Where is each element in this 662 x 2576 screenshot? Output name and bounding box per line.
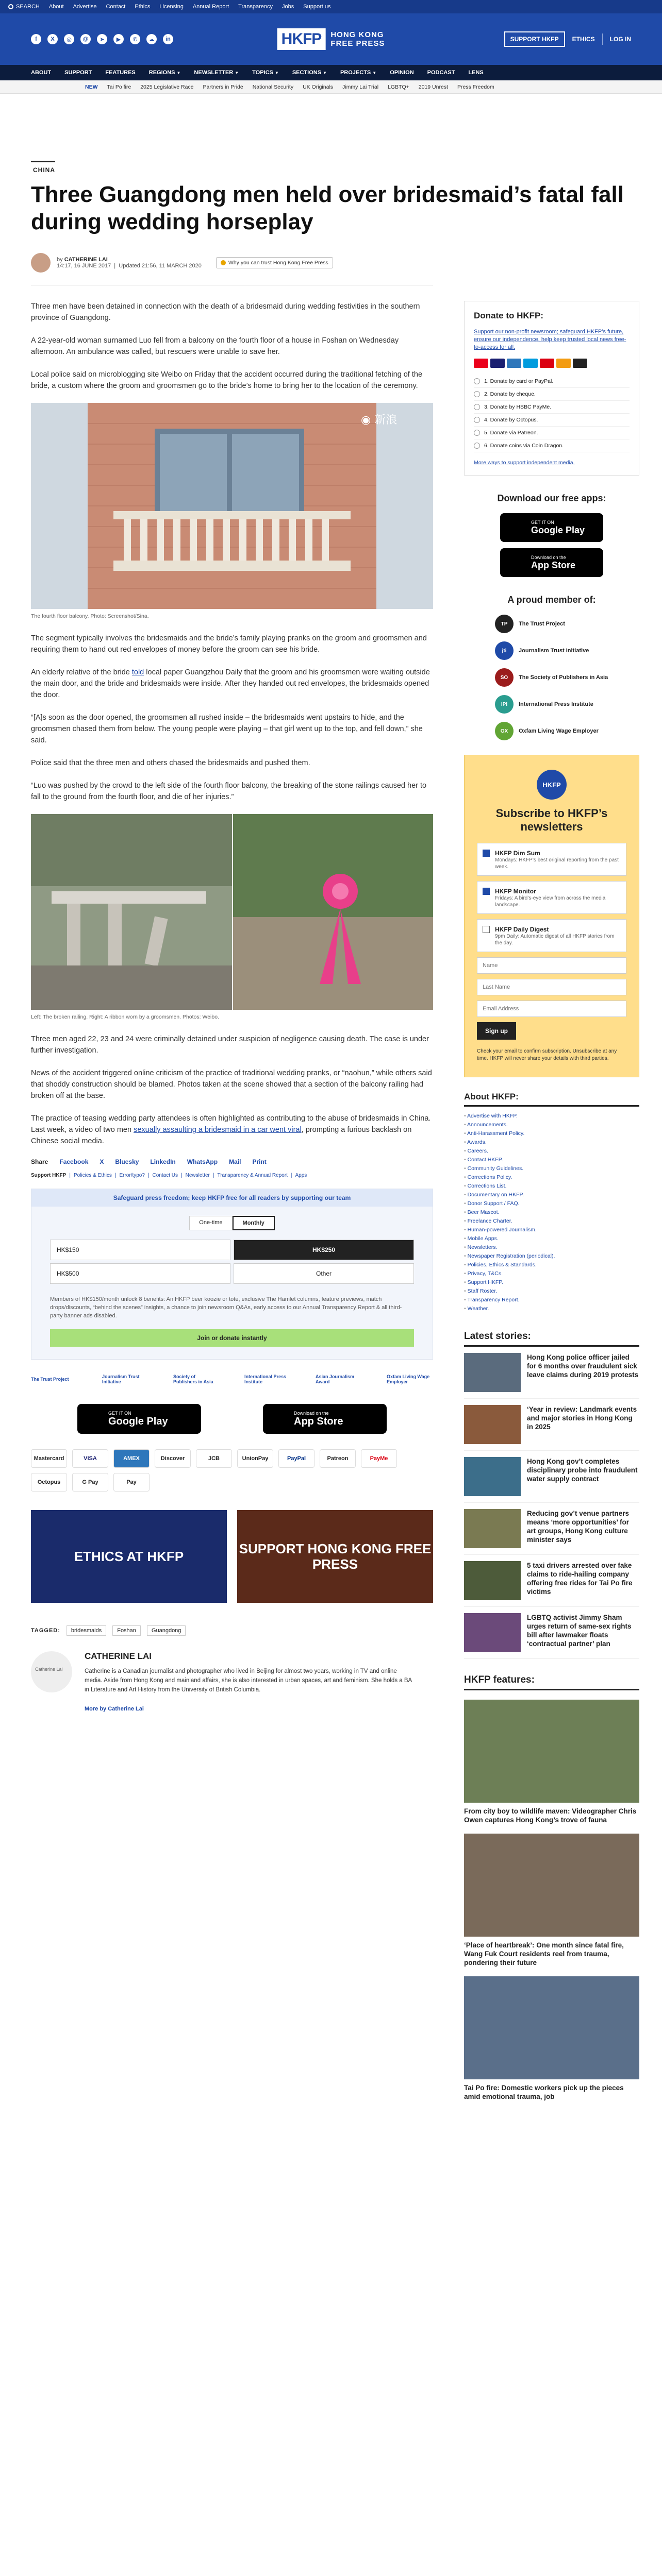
byline <box>31 253 631 273</box>
share-label: Share <box>31 1158 48 1165</box>
partner-logo[interactable]: Society of Publishers in Asia <box>173 1374 213 1384</box>
trending-item[interactable]: Partners in Pride <box>203 83 243 90</box>
trending-bar <box>0 80 662 94</box>
divider <box>602 33 603 45</box>
nav-lens[interactable]: LENS <box>468 70 484 76</box>
partner-logo[interactable]: Oxfam Living Wage Employer <box>387 1374 430 1384</box>
category-label[interactable]: CHINA <box>31 161 55 174</box>
footer-link[interactable]: Transparency & Annual Report <box>217 1173 288 1178</box>
radio-icon <box>474 404 480 410</box>
paragraph: Three men have been detained in connection with the death of a bridesmaid during wedding festivities in the southern province of Guangdong. <box>31 302 420 322</box>
photo-caption: The fourth floor balcony. Photo: Screenshot/Sina. <box>31 613 149 619</box>
amex-icon: AMEX <box>113 1449 150 1468</box>
amount-other[interactable]: Other <box>234 1263 414 1284</box>
mastercard-icon <box>474 359 488 368</box>
donation-heading: Safeguard press freedom; keep HKFP free for all readers by supporting our team <box>31 1189 433 1207</box>
radio-icon <box>474 378 480 384</box>
x-icon[interactable]: X <box>47 34 58 44</box>
discover-icon: Discover <box>155 1449 191 1468</box>
app-store-button[interactable]: Download on the App Store <box>500 548 603 577</box>
nav-topics[interactable]: TOPICS ▼ <box>252 70 279 76</box>
trending-label: NEW <box>85 83 98 90</box>
checkbox-checked-icon[interactable] <box>483 850 490 857</box>
story-item[interactable] <box>464 1451 639 1503</box>
about-link[interactable]: • Transparency Report. <box>464 1296 639 1304</box>
donate-title: Donate to HKFP: <box>474 311 544 320</box>
amount-option-selected[interactable]: HK$250 <box>234 1240 414 1260</box>
share-linkedin[interactable]: LinkedIn <box>150 1158 176 1165</box>
chevron-down-icon: ▼ <box>372 71 377 75</box>
share-mail[interactable]: Mail <box>229 1158 241 1165</box>
story-thumbnail[interactable] <box>464 1561 521 1600</box>
author-bio: Catherine is a Canadian journalist and photographer who lived in Beijing for almost two years, working in TV and online media. Aside from Hong Kong and mainland affairs, she is also interested in urban spaces, art and feminism. She holds a BA in Literature and Art History from the University of British Columbia. <box>85 1668 412 1693</box>
frequency-toggle <box>31 1216 433 1230</box>
logo-mark: HKFP <box>277 28 326 50</box>
trending-item[interactable]: UK Originals <box>303 83 334 90</box>
trust-badge[interactable]: Why you can trust Hong Kong Free Press <box>216 257 333 268</box>
inline-link[interactable]: sexually assaulting a bridesmaid in a car went viral <box>134 1126 302 1134</box>
author-name[interactable]: CATHERINE LAI <box>85 1651 152 1661</box>
member-logo[interactable]: jti Journalism Trust Initiative <box>495 641 639 660</box>
amount-option[interactable]: HK$150 <box>50 1240 230 1260</box>
paragraph: Police said that the three men and others chased the bridesmaids and pushed them. <box>31 759 310 767</box>
author-name[interactable]: CATHERINE LAI <box>64 257 108 263</box>
feature-headline[interactable]: From city boy to wildlife maven: Videographer Chris Owen captures Hong Kong’s trove of fauna <box>464 1807 637 1824</box>
story-item[interactable] <box>464 1607 639 1659</box>
latest-list <box>464 1347 639 1659</box>
trending-item[interactable]: LGBTQ+ <box>388 83 409 90</box>
story-headline[interactable]: ‘Year in review: Landmark events and major stories in Hong Kong in 2025 <box>527 1405 637 1431</box>
story-headline[interactable]: Hong Kong police officer jailed for 6 months over fraudulent sick leave claims during 2019 protests <box>527 1353 639 1379</box>
support-banner[interactable]: SUPPORT HONG KONG FREE PRESS <box>237 1510 433 1603</box>
checkbox-checked-icon[interactable] <box>483 888 490 895</box>
octopus-icon <box>556 359 571 368</box>
story-item[interactable] <box>464 1347 639 1399</box>
instagram-icon[interactable]: ◎ <box>64 34 74 44</box>
donate-box <box>464 301 639 476</box>
apps-title: Download our free apps: <box>497 493 606 503</box>
paragraph: “[A]s soon as the door opened, the groomsmen all rushed inside – the bridesmaids went upstairs to hide, and the groomsmen chased them from below. The young people were playing – that girl went up to the top, and fell down,” she said. <box>31 714 423 744</box>
feature-card[interactable] <box>464 1700 639 1824</box>
trending-item[interactable]: 2025 Legislative Race <box>140 83 194 90</box>
radio-icon <box>474 443 480 449</box>
story-item[interactable] <box>464 1503 639 1555</box>
feature-thumbnail[interactable] <box>464 1834 639 1937</box>
share-facebook[interactable]: Facebook <box>59 1158 89 1165</box>
chevron-down-icon: ▼ <box>323 71 327 75</box>
about-link[interactable]: • Support HKFP. <box>464 1278 639 1287</box>
about-list <box>464 1112 639 1313</box>
link-jobs[interactable]: Jobs <box>282 4 294 10</box>
paragraph: The practice of teasing wedding party attendees is often highlighted as contributing to the abuse of bridesmaids in China. Last week, a video of two men sexually assaulting a bridesmaid in a car went viral, prompting a furious backlash on Chinese social media. <box>31 1114 431 1145</box>
google-pay-icon: G Pay <box>72 1473 108 1492</box>
latest-title: Latest stories: <box>464 1331 639 1347</box>
chevron-down-icon: ▼ <box>274 71 279 75</box>
balcony-illustration <box>31 403 433 609</box>
about-title: About HKFP: <box>464 1092 639 1107</box>
about-link[interactable]: • Anti-Harassment Policy. <box>464 1129 639 1138</box>
app-buttons <box>31 1404 433 1434</box>
amount-option[interactable]: HK$500 <box>50 1263 230 1284</box>
tag[interactable]: Foshan <box>112 1625 141 1636</box>
link-transparency[interactable]: Transparency <box>238 4 273 10</box>
signup-button[interactable]: Sign up <box>477 1022 516 1040</box>
newsletter-option[interactable]: HKFP Monitor Fridays: A bird’s-eye view from across the media landscape. <box>477 881 626 914</box>
story-headline[interactable]: Hong Kong gov’t completes disciplinary probe into fraudulent water supply contract <box>527 1458 638 1483</box>
story-headline[interactable]: Reducing gov’t venue partners means ‘more opportunities’ for art groups, Hong Kong culture minister says <box>527 1510 630 1544</box>
nav-about[interactable]: ABOUT <box>31 70 52 76</box>
ethics-banner[interactable]: ETHICS AT HKFP <box>31 1510 227 1603</box>
features-list <box>464 1700 639 2101</box>
about-link[interactable]: • Donor Support / FAQ. <box>464 1199 639 1208</box>
apple-pay-icon: Pay <box>113 1473 150 1492</box>
about-link[interactable]: • Human-powered Journalism. <box>464 1226 639 1234</box>
story-thumbnail[interactable] <box>464 1353 521 1392</box>
trending-item[interactable]: Press Freedom <box>457 83 494 90</box>
photo-caption: Left: The broken railing. Right: A ribbon worn by a groomsmen. Photos: Weibo. <box>31 1014 219 1020</box>
site-header <box>0 13 662 65</box>
share-bar <box>31 1158 433 1165</box>
payment-methods <box>31 1449 433 1492</box>
member-logo[interactable]: TP The Trust Project <box>495 615 639 633</box>
story-thumbnail[interactable] <box>464 1405 521 1444</box>
ethics-link[interactable]: ETHICS <box>572 36 595 43</box>
about-link[interactable]: • Announcements. <box>464 1121 639 1129</box>
latest-stories <box>464 1331 639 1659</box>
main-nav <box>0 65 662 80</box>
more-by-author-link[interactable]: More by Catherine Lai <box>85 1706 144 1712</box>
footer-link[interactable]: Support HKFP <box>31 1173 67 1178</box>
paragraph: “Luo was pushed by the crowd to the left side of the fourth floor balcony, the breaking of the stone railings caused her to fall to the ground from the fourth floor, and die of her injuries.” <box>31 782 427 801</box>
trending-item[interactable]: Jimmy Lai Trial <box>342 83 379 90</box>
more-ways-link[interactable]: More ways to support independent media. <box>474 460 575 466</box>
feature-thumbnail[interactable] <box>464 1700 639 1803</box>
svg-text:◉ 新浪: ◉ 新浪 <box>361 414 398 427</box>
about-link[interactable]: • Contact HKFP. <box>464 1156 639 1164</box>
member-logo[interactable]: OX Oxfam Living Wage Employer <box>495 722 639 740</box>
last-name-input[interactable] <box>477 979 626 995</box>
footer-link[interactable]: Error/typo? <box>119 1173 145 1178</box>
story-thumbnail[interactable] <box>464 1509 521 1548</box>
story-thumbnail[interactable] <box>464 1457 521 1496</box>
about-link[interactable]: • Careers. <box>464 1147 639 1156</box>
patreon-icon <box>573 359 587 368</box>
partner-logo[interactable]: International Press Institute <box>244 1374 287 1384</box>
visa-icon <box>490 359 505 368</box>
social-icons <box>31 34 173 44</box>
payme-icon <box>540 359 554 368</box>
member-benefits: Members of HK$150/month unlock 8 benefits: An HKFP beer koozie or tote, exclusive The Hamlet columns, feature previews, match drops/discounts, “behind the scenes” insights, a chance to join newsroom Q&As, early access to our Annual Transparency Report & all third-party banner ads disabled. <box>50 1296 402 1319</box>
about-box <box>464 1092 639 1313</box>
paypal-icon <box>523 359 538 368</box>
about-link[interactable]: • Staff Roster. <box>464 1287 639 1296</box>
promo-banners <box>31 1510 433 1603</box>
nav-opinion[interactable]: OPINION <box>390 70 414 76</box>
author-details <box>85 1651 415 1712</box>
nav-projects[interactable]: PROJECTS ▼ <box>340 70 377 76</box>
facebook-icon[interactable]: f <box>31 34 41 44</box>
search-icon <box>8 4 13 9</box>
features-section <box>464 1674 639 2101</box>
tag[interactable]: bridesmaids <box>67 1625 106 1636</box>
whatsapp-icon[interactable]: ✆ <box>130 34 140 44</box>
story-headline[interactable]: LGBTQ activist Jimmy Sham urges return of same-sex rights bill after lawmaker floats ‘contractual partner’ plan <box>527 1614 632 1648</box>
hkfp-logo: HKFP <box>537 770 567 800</box>
author-avatar[interactable] <box>31 253 51 273</box>
join-button[interactable]: Join or donate instantly <box>50 1329 414 1347</box>
sidebar <box>464 301 639 2101</box>
railing-illustration <box>31 814 433 1010</box>
donate-option[interactable]: 3. Donate by HSBC PayMe. <box>474 401 630 414</box>
feature-card[interactable] <box>464 1976 639 2101</box>
about-link[interactable]: • Beer Mascot. <box>464 1208 639 1217</box>
jcb-icon: JCB <box>196 1449 232 1468</box>
share-bluesky[interactable]: Bluesky <box>115 1158 139 1165</box>
app-store-button[interactable]: Download on the App Store <box>263 1404 387 1434</box>
link-support-us[interactable]: Support us <box>303 4 331 10</box>
features-title: HKFP features: <box>464 1674 639 1690</box>
about-link[interactable]: • Weather. <box>464 1304 639 1313</box>
paragraph: An elderly relative of the bride told local paper Guangzhou Daily that the groom and his groomsmen were waiting outside the main door, and the bride and bridesmaids were inside. After they handed out red envelopes, the bridesmaids opened the door. <box>31 668 430 699</box>
story-headline[interactable]: 5 taxi drivers arrested over fake claims to ride-hailing company offering free rides for Tai Po fire victims <box>527 1562 633 1596</box>
utility-bar <box>0 0 662 13</box>
member-title: A proud member of: <box>507 595 596 605</box>
partner-logo[interactable]: Asian Journalism Award <box>316 1374 355 1384</box>
about-link[interactable]: • Policies, Ethics & Standards. <box>464 1261 639 1269</box>
partner-logo[interactable]: Journalism Trust Initiative <box>102 1374 140 1384</box>
about-link[interactable]: • Awards. <box>464 1138 639 1147</box>
ipi-icon: IPI <box>495 695 514 714</box>
feature-headline[interactable]: ‘Place of heartbreak’: One month since fatal fire, Wang Fuk Court residents reel from trauma, pondering their future <box>464 1941 624 1967</box>
chevron-down-icon: ▼ <box>176 71 181 75</box>
threads-icon[interactable]: @ <box>80 34 91 44</box>
bluesky-icon[interactable]: ☁ <box>146 34 157 44</box>
telegram-icon[interactable]: ➤ <box>97 34 107 44</box>
jti-icon: jti <box>495 641 514 660</box>
link-contact[interactable]: Contact <box>106 4 126 10</box>
radio-icon <box>474 430 480 436</box>
inline-donation-widget <box>31 1189 433 1360</box>
sopa-icon: SO <box>495 668 514 687</box>
tags-label: TAGGED: <box>31 1628 60 1634</box>
octopus-icon: Octopus <box>31 1473 67 1492</box>
trending-item[interactable]: 2019 Unrest <box>418 83 448 90</box>
trending-item[interactable]: National Security <box>252 83 294 90</box>
google-play-button[interactable]: GET IT ON Google Play <box>500 513 603 542</box>
amount-options <box>50 1240 414 1284</box>
newsletter-box <box>464 755 639 1077</box>
member-logo[interactable]: IPI International Press Institute <box>495 695 639 714</box>
checkbox-icon[interactable] <box>483 926 490 933</box>
about-link[interactable]: • Advertise with HKFP. <box>464 1112 639 1121</box>
newsletter-option[interactable]: HKFP Daily Digest 9pm Daily: Automatic digest of all HKFP stories from the day. <box>477 919 626 952</box>
paragraph: Three men aged 22, 23 and 24 were criminally detained under suspicion of negligence causing death. The case is under further investigation. <box>31 1035 429 1055</box>
donate-option[interactable]: 4. Donate by Octopus. <box>474 414 630 427</box>
railing-and-ribbon-photo <box>31 814 433 1010</box>
donate-option[interactable]: 1. Donate by card or PayPal. <box>474 375 630 388</box>
monthly-tab[interactable]: Monthly <box>233 1216 275 1230</box>
support-hkfp-button[interactable]: SUPPORT HKFP <box>504 31 565 47</box>
partner-logos <box>31 1374 433 1384</box>
about-link[interactable]: • Privacy, T&Cs. <box>464 1269 639 1278</box>
about-link[interactable]: • Community Guidelines. <box>464 1164 639 1173</box>
footer-link[interactable]: Contact Us <box>152 1173 178 1178</box>
oxfam-icon: OX <box>495 722 514 740</box>
about-link[interactable]: • Corrections List. <box>464 1182 639 1191</box>
story-thumbnail[interactable] <box>464 1613 521 1652</box>
mastercard-icon: Mastercard <box>31 1449 67 1468</box>
updated-date: Updated 21:56, 11 MARCH 2020 <box>119 263 202 269</box>
trending-item[interactable]: Tai Po fire <box>107 83 131 90</box>
article-body <box>31 301 433 2101</box>
share-x[interactable]: X <box>100 1158 104 1165</box>
nav-sections[interactable]: SECTIONS ▼ <box>292 70 327 76</box>
feature-card[interactable] <box>464 1834 639 1967</box>
tags-row <box>31 1625 433 1636</box>
newsletter-fine-print: Check your email to confirm subscription. Unsubscribe at any time. HKFP will never share your details with third parties. <box>477 1048 617 1061</box>
card-logos <box>474 359 630 368</box>
login-link[interactable]: LOG IN <box>609 36 631 43</box>
donate-option[interactable]: 2. Donate by cheque. <box>474 388 630 401</box>
partner-logo[interactable]: The Trust Project <box>31 1377 69 1382</box>
footer-link[interactable]: Policies & Ethics <box>73 1173 112 1178</box>
logo-text: HONG KONG FREE PRESS <box>330 30 385 48</box>
name-input[interactable] <box>477 957 626 974</box>
content-columns <box>31 301 639 2101</box>
visa-icon: VISA <box>72 1449 108 1468</box>
member-logo[interactable]: SO The Society of Publishers in Asia <box>495 668 639 687</box>
feature-headline[interactable]: Tai Po fire: Domestic workers pick up the pieces amid emotional trauma, job <box>464 2084 624 2100</box>
nav-podcast[interactable]: PODCAST <box>427 70 455 76</box>
author-box <box>31 1651 433 1712</box>
nav-regions[interactable]: REGIONS ▼ <box>148 70 181 76</box>
share-whatsapp[interactable]: WhatsApp <box>187 1158 218 1165</box>
inline-link[interactable]: told <box>131 668 144 676</box>
email-input[interactable] <box>477 1001 626 1017</box>
trust-project-icon: TP <box>495 615 514 633</box>
publish-date: 14:17, 16 JUNE 2017 <box>57 263 111 269</box>
newsletter-option[interactable]: HKFP Dim Sum Mondays: HKFP’s best original reporting from the past week. <box>477 843 626 876</box>
nav-features[interactable]: FEATURES <box>105 70 136 76</box>
byline-text: by CATHERINE LAI 14:17, 16 JUNE 2017 | Updated 21:56, 11 MARCH 2020 <box>57 257 202 269</box>
balcony-photo <box>31 403 433 609</box>
link-about[interactable]: About <box>48 4 64 10</box>
radio-icon <box>474 391 480 397</box>
story-item[interactable] <box>464 1555 639 1607</box>
patreon-icon: Patreon <box>320 1449 356 1468</box>
footer-link[interactable]: Newsletter <box>185 1173 210 1178</box>
link-annual-report[interactable]: Annual Report <box>192 4 229 10</box>
paragraph: News of the accident triggered online criticism of the practice of traditional wedding pranks, or “naohun,” while others said that shoddy construction should be blamed. Photos taken at the scene showed that a section of the balcony railing had broken off at the base. <box>31 1069 432 1100</box>
link-advertise[interactable]: Advertise <box>73 4 97 10</box>
donate-text[interactable]: Support our non-profit newsroom; safeguard HKFP’s future, ensure our independence, help keep trusted local news free-to-access for all. <box>474 329 626 350</box>
unionpay-icon: UnionPay <box>237 1449 273 1468</box>
radio-icon <box>474 417 480 423</box>
about-link[interactable]: • Corrections Policy. <box>464 1173 639 1182</box>
about-link[interactable]: • Newspaper Registration (periodical). <box>464 1252 639 1261</box>
about-link[interactable]: • Newsletters. <box>464 1243 639 1252</box>
footer-link[interactable]: Apps <box>295 1173 307 1178</box>
feature-thumbnail[interactable] <box>464 1976 639 2079</box>
link-ethics[interactable]: Ethics <box>135 4 151 10</box>
paragraph: The segment typically involves the bridesmaids and the bride’s family playing pranks on the groom and groomsmen and requiring them to hand out red envelopes of money before the groom can see his bride. <box>31 634 427 654</box>
google-play-button[interactable]: GET IT ON Google Play <box>77 1404 201 1434</box>
article-title: Three Guangdong men held over bridesmaid’s fatal fall during wedding horseplay <box>31 182 624 234</box>
page-wrapper <box>0 94 662 2101</box>
nav-support[interactable]: SUPPORT <box>64 70 92 76</box>
link-licensing[interactable]: Licensing <box>159 4 184 10</box>
paypal-icon: PayPal <box>278 1449 315 1468</box>
newsletter-title: Subscribe to HKFP’s newsletters <box>495 807 608 833</box>
donate-option[interactable]: 6. Donate coins via Coin Dragon. <box>474 439 630 452</box>
header-actions <box>504 31 631 47</box>
about-link[interactable]: • Documentary on HKFP. <box>464 1191 639 1199</box>
search-link[interactable]: SEARCH <box>8 4 40 10</box>
share-print[interactable]: Print <box>252 1158 267 1165</box>
linkedin-icon[interactable]: in <box>163 34 173 44</box>
one-time-tab[interactable]: One-time <box>189 1216 232 1230</box>
tag[interactable]: Guangdong <box>147 1625 186 1636</box>
donate-option[interactable]: 5. Donate via Patreon. <box>474 427 630 439</box>
trust-icon <box>221 260 226 265</box>
about-link[interactable]: • Freelance Charter. <box>464 1217 639 1226</box>
footer-links: Support HKFP | Policies & Ethics | Error/typo? | Contact Us | Newsletter | Transparency & Annual Report | Apps <box>31 1173 307 1178</box>
site-logo[interactable] <box>277 28 385 50</box>
about-link[interactable]: • Mobile Apps. <box>464 1234 639 1243</box>
author-photo[interactable]: Catherine Lai <box>31 1651 72 1692</box>
amex-icon <box>507 359 521 368</box>
paragraph: Local police said on microblogging site Weibo on Friday that the accident occurred during the traditional fetching of the bride, a custom where the groom and groomsmen go to the bride’s home to bring her to the location of the ceremony. <box>31 370 423 390</box>
chevron-down-icon: ▼ <box>235 71 239 75</box>
story-item[interactable] <box>464 1399 639 1451</box>
paragraph: A 22-year-old woman surnamed Luo fell from a balcony on the fourth floor of a house in Foshan on Wednesday afternoon. An ambulance was called, but rescuers were unable to save her. <box>31 336 399 356</box>
youtube-icon[interactable]: ▶ <box>113 34 124 44</box>
payme-icon: PayMe <box>361 1449 397 1468</box>
nav-newsletter[interactable]: NEWSLETTER ▼ <box>194 70 239 76</box>
